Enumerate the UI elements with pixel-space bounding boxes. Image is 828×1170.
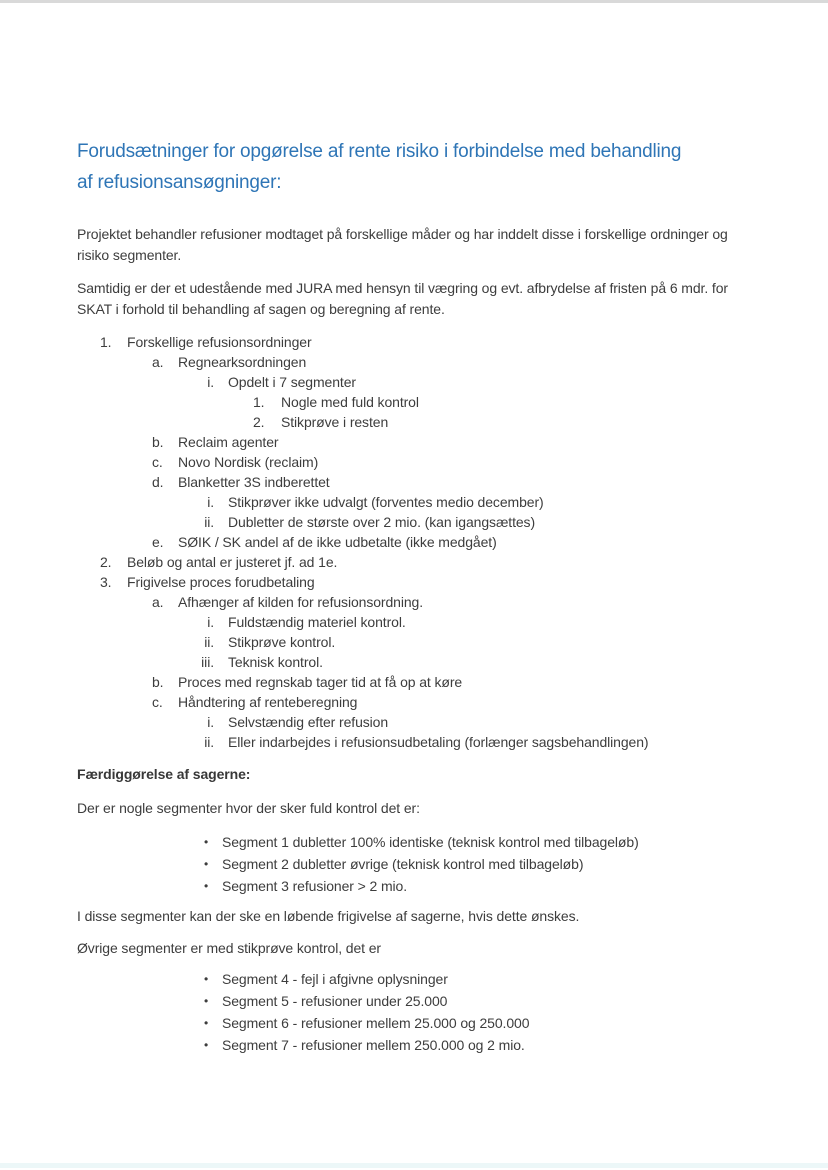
outline-item-text: Frigivelse proces forudbetaling	[127, 574, 315, 590]
document-content	[0, 136, 828, 1056]
list-marker: a.	[152, 354, 164, 370]
bullet-item	[77, 990, 768, 1012]
outline-item	[77, 632, 768, 652]
outline-item	[77, 432, 768, 452]
outline-item	[77, 672, 768, 692]
outline-item-text: Nogle med fuld kontrol	[281, 394, 419, 410]
sampling-bullet-list	[77, 968, 768, 1056]
list-marker: c.	[152, 454, 163, 470]
bullet-item	[77, 831, 768, 853]
full-control-bullet-list	[77, 831, 768, 897]
bullet-item	[77, 968, 768, 990]
outline-item	[77, 332, 768, 352]
list-marker: ii.	[204, 634, 214, 650]
list-marker: c.	[152, 694, 163, 710]
outline-item-text: Afhænger af kilden for refusionsordning.	[178, 594, 424, 610]
outline-item	[77, 512, 768, 532]
bullet-item	[77, 853, 768, 875]
outline-item-text: Fuldstændig materiel kontrol.	[228, 614, 406, 630]
outline-item	[77, 352, 768, 372]
list-marker: iii.	[201, 654, 214, 670]
paragraph-line: SKAT i forhold til behandling af sagen og beregning af rente.	[77, 301, 445, 317]
outline-item	[77, 372, 768, 392]
intro-paragraph-2	[77, 278, 768, 320]
bullet-item-text: Segment 5 - refusioner under 25.000	[222, 993, 448, 1009]
bullet-icon: •	[204, 994, 209, 1008]
document-title-line: Forudsætninger for opgørelse af rente risiko i forbindelse med behandling	[77, 141, 682, 162]
release-note: I disse segmenter kan der ske en løbende frigivelse af sagerne, hvis dette ønskes.	[77, 908, 580, 924]
list-marker: b.	[152, 674, 164, 690]
list-marker: i.	[207, 374, 214, 390]
outline-item	[77, 652, 768, 672]
outline-item-text: Håndtering af renteberegning	[178, 694, 358, 710]
list-marker: e.	[152, 534, 164, 550]
outline-item-text: Proces med regnskab tager tid at få op at køre	[178, 674, 463, 690]
outline-item	[77, 472, 768, 492]
sampling-intro: Øvrige segmenter er med stikprøve kontrol, det er	[77, 940, 381, 956]
paragraph-line: risiko segmenter.	[77, 247, 182, 263]
outline-item-text: Opdelt i 7 segmenter	[228, 374, 356, 390]
outline-item-text: Stikprøve i resten	[281, 414, 389, 430]
bullet-item	[77, 1034, 768, 1056]
full-control-intro: Der er nogle segmenter hvor der sker fuld kontrol det er:	[77, 800, 420, 816]
intro-paragraph-1	[77, 224, 768, 266]
list-marker: d.	[152, 474, 164, 490]
outline-item	[77, 392, 768, 412]
outline-item	[77, 712, 768, 732]
list-marker: i.	[207, 714, 214, 730]
bullet-icon: •	[204, 857, 209, 871]
outline-item-text: Eller indarbejdes i refusionsudbetaling (forlænger sagsbehandlingen)	[228, 734, 649, 750]
outline-item-text: Dubletter de største over 2 mio. (kan igangsættes)	[228, 514, 536, 530]
bullet-item-text: Segment 7 - refusioner mellem 250.000 og 2 mio.	[222, 1037, 525, 1053]
document-title	[77, 136, 768, 198]
page-top-rule	[0, 0, 828, 3]
list-marker: i.	[207, 494, 214, 510]
bullet-item-text: Segment 3 refusioner > 2 mio.	[222, 878, 408, 894]
list-marker: ii.	[204, 514, 214, 530]
outline-item-text: Forskellige refusionsordninger	[127, 334, 312, 350]
outline-item	[77, 452, 768, 472]
outline-item	[77, 532, 768, 552]
bullet-item-text: Segment 1 dubletter 100% identiske (teknisk kontrol med tilbageløb)	[222, 834, 639, 850]
outline-item-text: Novo Nordisk (reclaim)	[178, 454, 319, 470]
list-marker: b.	[152, 434, 164, 450]
outline-list	[77, 332, 768, 752]
list-marker: 1.	[100, 334, 112, 350]
bullet-item-text: Segment 6 - refusioner mellem 25.000 og 250.000	[222, 1015, 530, 1031]
outline-item-text: Selvstændig efter refusion	[228, 714, 389, 730]
list-marker: 3.	[100, 574, 112, 590]
outline-item	[77, 592, 768, 612]
outline-item	[77, 492, 768, 512]
bullet-icon: •	[204, 1038, 209, 1052]
outline-item-text: Blanketter 3S indberettet	[178, 474, 330, 490]
outline-item	[77, 552, 768, 572]
list-marker: i.	[207, 614, 214, 630]
outline-item-text: Regnearksordningen	[178, 354, 307, 370]
bullet-item	[77, 875, 768, 897]
outline-item	[77, 612, 768, 632]
page-bottom-rule	[0, 1163, 828, 1168]
outline-item-text: Teknisk kontrol.	[228, 654, 323, 670]
list-marker: 1.	[253, 394, 265, 410]
outline-item-text: Stikprøver ikke udvalgt (forventes medio december)	[228, 494, 544, 510]
bullet-item-text: Segment 2 dubletter øvrige (teknisk kontrol med tilbageløb)	[222, 856, 584, 872]
bullet-icon: •	[204, 835, 209, 849]
outline-item	[77, 732, 768, 752]
document-title-line: af refusionsansøgninger:	[77, 172, 282, 193]
outline-item-text: Reclaim agenter	[178, 434, 279, 450]
list-marker: ii.	[204, 734, 214, 750]
outline-item-text: SØIK / SK andel af de ikke udbetalte (ikke medgået)	[178, 534, 497, 550]
outline-item	[77, 572, 768, 592]
outline-item-text: Stikprøve kontrol.	[228, 634, 336, 650]
bullet-icon: •	[204, 879, 209, 893]
section-heading: Færdiggørelse af sagerne:	[77, 766, 251, 782]
bullet-item-text: Segment 4 - fejl i afgivne oplysninger	[222, 971, 448, 987]
list-marker: 2.	[253, 414, 265, 430]
paragraph-line: Samtidig er der et udestående med JURA med hensyn til vægring og evt. afbrydelse af fristen på 6 mdr. for	[77, 280, 728, 296]
list-marker: a.	[152, 594, 164, 610]
outline-item-text: Beløb og antal er justeret jf. ad 1e.	[127, 554, 338, 570]
paragraph-line: Projektet behandler refusioner modtaget på forskellige måder og har inddelt disse i forskellige ordninger og	[77, 226, 728, 242]
outline-item	[77, 692, 768, 712]
list-marker: 2.	[100, 554, 112, 570]
outline-item	[77, 412, 768, 432]
bullet-icon: •	[204, 1016, 209, 1030]
bullet-icon: •	[204, 972, 209, 986]
bullet-item	[77, 1012, 768, 1034]
